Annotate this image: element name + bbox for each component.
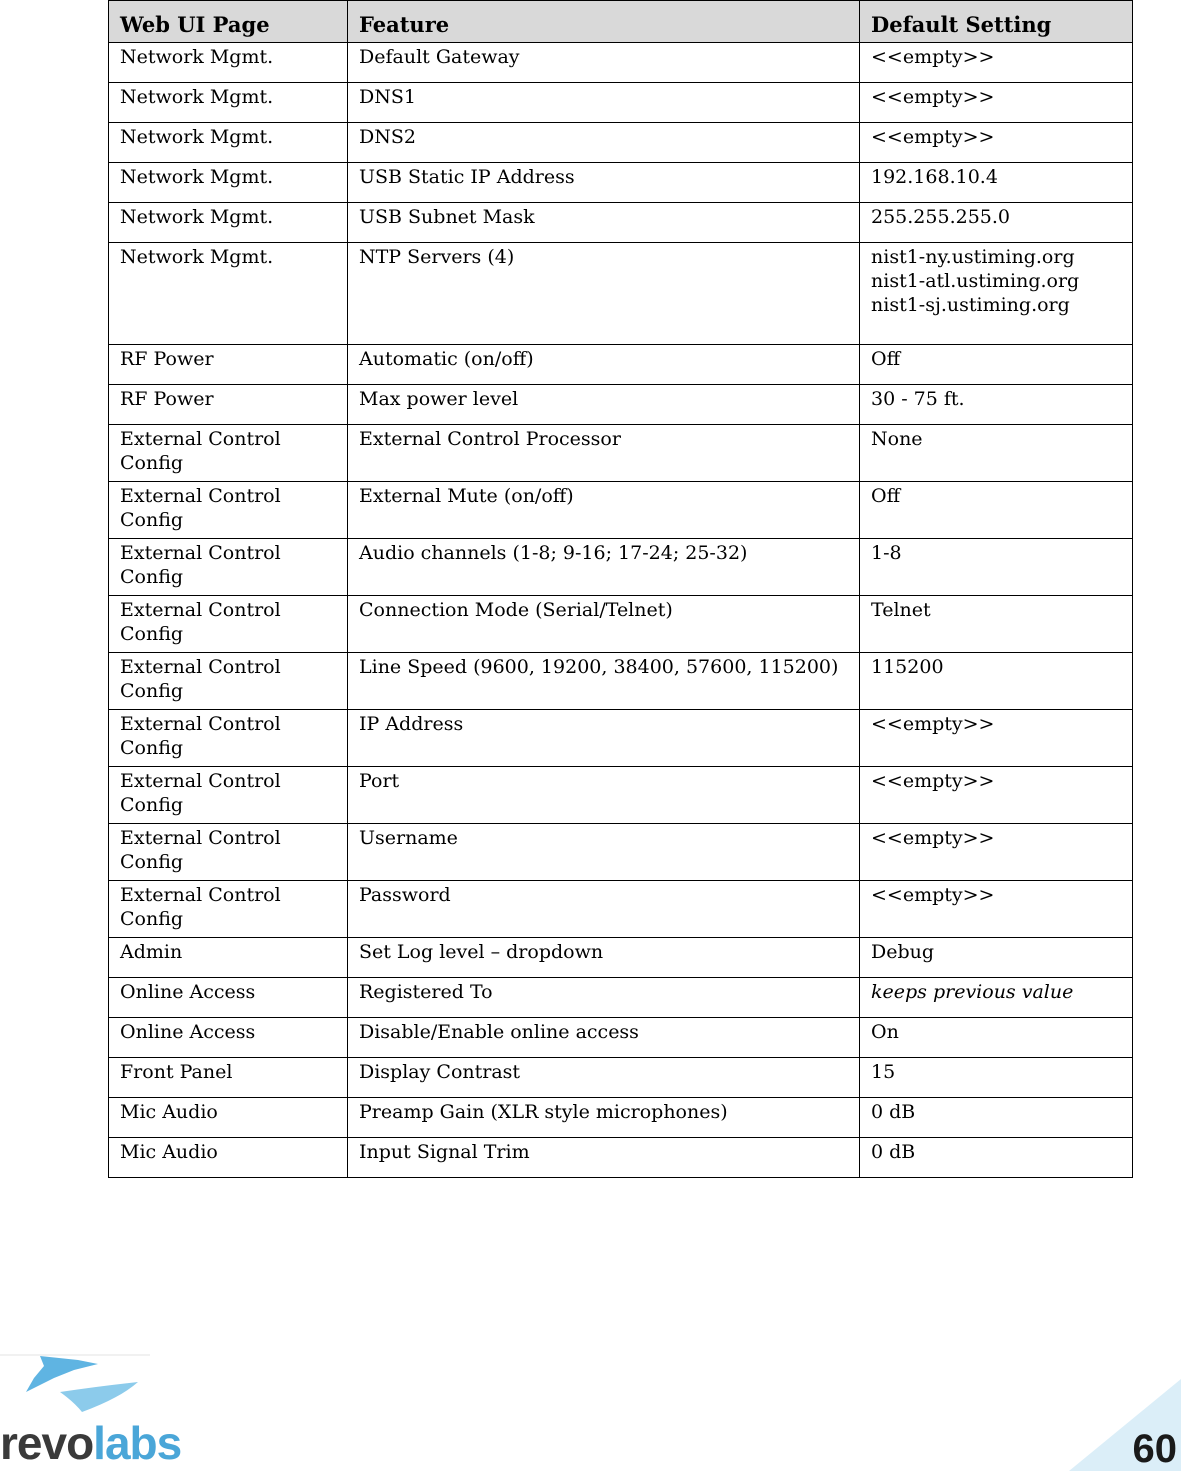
cell-feature: Port — [348, 767, 860, 824]
cell-feature: Connection Mode (Serial/Telnet) — [348, 596, 860, 653]
table-row — [109, 710, 1133, 767]
cell-page: Network Mgmt. — [109, 43, 348, 83]
cell-setting: 0 dB — [860, 1138, 1133, 1178]
header-feature: Feature — [348, 1, 860, 43]
cell-setting: 30 - 75 ft. — [860, 385, 1133, 425]
table-row — [109, 1138, 1133, 1178]
cell-page: Online Access — [109, 978, 348, 1018]
cell-page: Network Mgmt. — [109, 203, 348, 243]
header-default-setting: Default Setting — [860, 1, 1133, 43]
cell-setting: <<empty>> — [860, 881, 1133, 938]
table-row — [109, 482, 1133, 539]
table-row — [109, 203, 1133, 243]
cell-feature: Line Speed (9600, 19200, 38400, 57600, 115200) — [348, 653, 860, 710]
cell-page: Network Mgmt. — [109, 123, 348, 163]
table-row — [109, 653, 1133, 710]
cell-feature: NTP Servers (4) — [348, 243, 860, 345]
table-row — [109, 1018, 1133, 1058]
cell-setting: <<empty>> — [860, 824, 1133, 881]
cell-feature: Password — [348, 881, 860, 938]
table-row — [109, 425, 1133, 482]
logo-fin-icon — [26, 1356, 98, 1392]
cell-setting: <<empty>> — [860, 767, 1133, 824]
cell-page: Mic Audio — [109, 1098, 348, 1138]
cell-feature: USB Subnet Mask — [348, 203, 860, 243]
table-row — [109, 123, 1133, 163]
cell-page: External Control Config — [109, 653, 348, 710]
cell-page: RF Power — [109, 385, 348, 425]
cell-page: Network Mgmt. — [109, 243, 348, 345]
cell-setting: Telnet — [860, 596, 1133, 653]
cell-feature: Max power level — [348, 385, 860, 425]
table-row — [109, 767, 1133, 824]
cell-page: Online Access — [109, 1018, 348, 1058]
settings-table — [108, 0, 1133, 1178]
header-web-ui-page: Web UI Page — [109, 1, 348, 43]
cell-setting: <<empty>> — [860, 83, 1133, 123]
cell-page: External Control Config — [109, 482, 348, 539]
cell-setting: 192.168.10.4 — [860, 163, 1133, 203]
cell-feature: USB Static IP Address — [348, 163, 860, 203]
cell-setting: <<empty>> — [860, 123, 1133, 163]
cell-feature: Username — [348, 824, 860, 881]
cell-setting: 115200 — [860, 653, 1133, 710]
cell-page: External Control Config — [109, 767, 348, 824]
cell-page: External Control Config — [109, 710, 348, 767]
revolabs-logo-text — [0, 1417, 182, 1469]
cell-feature: DNS2 — [348, 123, 860, 163]
cell-setting: Debug — [860, 938, 1133, 978]
cell-setting: nist1-ny.ustiming.org nist1-atl.ustiming.org nist1-sj.ustiming.org — [860, 243, 1133, 345]
cell-feature: External Mute (on/off) — [348, 482, 860, 539]
logo-text-revo: revo — [0, 1417, 94, 1469]
cell-page: External Control Config — [109, 596, 348, 653]
table-row — [109, 978, 1133, 1018]
cell-setting: 0 dB — [860, 1098, 1133, 1138]
cell-page: External Control Config — [109, 881, 348, 938]
table-header-row — [109, 1, 1133, 43]
cell-setting: 15 — [860, 1058, 1133, 1098]
cell-setting: keeps previous value — [860, 978, 1133, 1018]
cell-feature: Display Contrast — [348, 1058, 860, 1098]
table-row — [109, 83, 1133, 123]
cell-feature: Audio channels (1-8; 9-16; 17-24; 25-32) — [348, 539, 860, 596]
cell-setting: <<empty>> — [860, 710, 1133, 767]
cell-page: Admin — [109, 938, 348, 978]
cell-setting: Off — [860, 345, 1133, 385]
cell-setting: 255.255.255.0 — [860, 203, 1133, 243]
cell-feature: Set Log level – dropdown — [348, 938, 860, 978]
cell-feature: Automatic (on/off) — [348, 345, 860, 385]
table-row — [109, 539, 1133, 596]
cell-page: Mic Audio — [109, 1138, 348, 1178]
cell-setting: 1-8 — [860, 539, 1133, 596]
cell-feature: External Control Processor — [348, 425, 860, 482]
cell-page: External Control Config — [109, 824, 348, 881]
cell-page: External Control Config — [109, 425, 348, 482]
page-number: 60 — [1132, 1427, 1177, 1471]
cell-page: Network Mgmt. — [109, 83, 348, 123]
table-row — [109, 938, 1133, 978]
cell-page: Front Panel — [109, 1058, 348, 1098]
cell-setting: On — [860, 1018, 1133, 1058]
cell-feature: Default Gateway — [348, 43, 860, 83]
table-row — [109, 824, 1133, 881]
cell-feature: IP Address — [348, 710, 860, 767]
table-row — [109, 596, 1133, 653]
cell-setting: Off — [860, 482, 1133, 539]
table-row — [109, 43, 1133, 83]
logo-text-labs: labs — [93, 1417, 182, 1469]
table-row — [109, 163, 1133, 203]
table-row — [109, 345, 1133, 385]
cell-feature: Preamp Gain (XLR style microphones) — [348, 1098, 860, 1138]
cell-feature: Input Signal Trim — [348, 1138, 860, 1178]
cell-page: External Control Config — [109, 539, 348, 596]
cell-page: Network Mgmt. — [109, 163, 348, 203]
cell-feature: DNS1 — [348, 83, 860, 123]
cell-setting: None — [860, 425, 1133, 482]
cell-feature: Registered To — [348, 978, 860, 1018]
table-row — [109, 1098, 1133, 1138]
table-row — [109, 385, 1133, 425]
table-row — [109, 243, 1133, 345]
cell-feature: Disable/Enable online access — [348, 1018, 860, 1058]
table-row — [109, 881, 1133, 938]
table-row — [109, 1058, 1133, 1098]
cell-page: RF Power — [109, 345, 348, 385]
logo-wave-icon — [60, 1382, 138, 1412]
cell-setting: <<empty>> — [860, 43, 1133, 83]
